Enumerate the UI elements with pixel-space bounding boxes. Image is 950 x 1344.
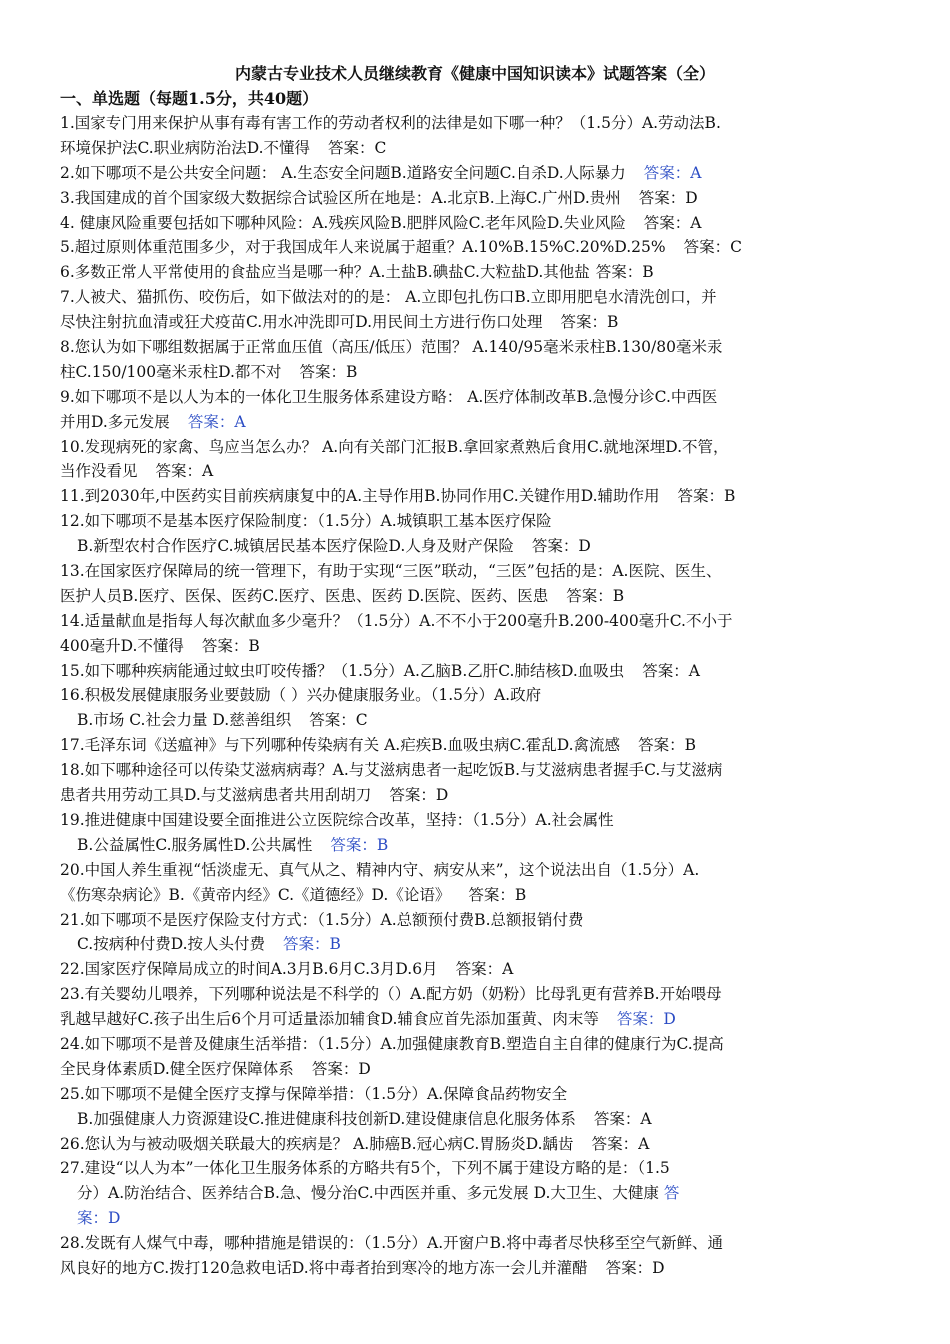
question-line xyxy=(60,932,898,957)
question-line xyxy=(60,659,898,684)
question-line xyxy=(60,708,898,733)
question-text: 6.多数正常人平常使用的食盐应当是哪一种？A.土盐B.碘盐C.大粒盐D.其他盐 xyxy=(60,263,590,282)
question-text: 15.如下哪种疾病能通过蚊虫叮咬传播？（1.5分）A.乙脑B.乙肝C.肺结核D.血吸虫 xyxy=(60,661,625,680)
question-line xyxy=(60,584,898,609)
question-line xyxy=(60,285,898,310)
question-line xyxy=(60,733,898,758)
question-text: 18.如下哪种途径可以传染艾滋病病毒？A.与艾滋病患者一起吃饭B.与艾滋病患者握手C.与艾滋病 xyxy=(60,761,723,780)
question-item xyxy=(60,908,898,958)
answer-label: 答案：D xyxy=(311,1059,371,1078)
section-heading: 一、单选题（每题1.5分，共40题） xyxy=(60,89,319,108)
question-text: 1.国家专门用来保护从事有毒有害工作的劳动者权利的法律是如下哪一种？（1.5分）A.劳动法B. xyxy=(60,114,721,132)
question-text: 当作没看见 xyxy=(60,462,138,481)
answer-label: 答案：A xyxy=(642,661,700,680)
answer-label: 答案：B xyxy=(566,586,625,605)
question-text: 《伤寒杂病论》B.《黄帝内经》C.《道德经》D.《论语》 xyxy=(60,885,451,904)
question-item xyxy=(60,1231,898,1281)
question-text: 24.如下哪项不是普及健康生活举措：（1.5分）A.加强健康教育B.塑造自主自律的健康行为C.提高 xyxy=(60,1034,724,1053)
answer-label: 答案：A xyxy=(155,462,214,481)
question-text: 25.如下哪项不是健全医疗支撑与保障举措：（1.5分）A.保障食品药物安全 xyxy=(60,1084,568,1103)
question-line xyxy=(60,410,898,435)
question-text: 患者共用劳动工具D.与艾滋病患者共用刮胡刀 xyxy=(60,786,372,805)
answer-label: 答案：A xyxy=(187,412,246,431)
question-item xyxy=(60,808,898,858)
question-line xyxy=(60,908,898,933)
question-line xyxy=(60,858,898,883)
question-item xyxy=(60,385,898,435)
question-item xyxy=(60,982,898,1032)
question-line xyxy=(60,1231,898,1256)
answer-label: 答案：D xyxy=(389,786,449,805)
question-line xyxy=(60,982,898,1007)
question-line xyxy=(60,634,898,659)
answer-label: 答案：B xyxy=(677,487,736,506)
answer-label: 答案：D xyxy=(605,1258,665,1277)
question-text: 22.国家医疗保障局成立的时间A.3月B.6月C.3月D.6月 xyxy=(60,960,438,979)
question-text: 7.人被犬、猫抓伤、咬伤后，如下做法对的的是： A.立即包扎伤口B.立即用肥皂水清洗创口，并 xyxy=(60,288,717,307)
question-line xyxy=(60,509,898,534)
question-item xyxy=(60,858,898,908)
question-text: 2.如下哪项不是公共安全问题： A.生态安全问题B.道路安全问题C.自杀D.人际暴力 xyxy=(60,163,626,182)
question-item xyxy=(60,211,898,236)
question-item xyxy=(60,609,898,659)
question-text: 27.建设“以人为本”一体化卫生服务体系的方略共有5个，下列不属于建设方略的是：（1.5 xyxy=(60,1159,670,1178)
question-line xyxy=(60,609,898,634)
question-line xyxy=(60,360,898,385)
question-text: 28.发既有人煤气中毒，哪种措施是错误的：（1.5分）A.开窗户B.将中毒者尽快移至空气新鲜、通 xyxy=(60,1234,723,1253)
question-item xyxy=(60,683,898,733)
question-line xyxy=(60,758,898,783)
question-text: 14.适量献血是指每人每次献血多少毫升？（1.5分）A.不不小于200毫升B.200-400毫升C.不小于 xyxy=(60,611,733,630)
question-line xyxy=(60,1007,898,1032)
question-text: 17.毛泽东词《送瘟神》与下列哪种传染病有关 A.疟疾B.血吸虫病C.霍乱D.禽流感 xyxy=(60,736,621,755)
question-text: 21.如下哪项不是医疗保险支付方式：（1.5分）A.总额预付费B.总额报销付费 xyxy=(60,910,584,929)
question-item xyxy=(60,484,898,509)
question-item xyxy=(60,659,898,684)
question-text: B.市场 C.社会力量 D.慈善组织 xyxy=(77,711,292,730)
question-text: 4. 健康风险重要包括如下哪种风险：A.残疾风险B.肥胖风险C.老年风险D.失业风险 xyxy=(60,213,626,232)
question-item xyxy=(60,1132,898,1157)
question-line xyxy=(60,808,898,833)
question-text: 10.发现病死的家禽、鸟应当怎么办？ A.向有关部门汇报B.拿回家煮熟后食用C.就地深埋D.不管， xyxy=(60,437,729,456)
question-line xyxy=(60,385,898,410)
answer-label: 答案：C xyxy=(328,138,387,157)
question-line xyxy=(60,1082,898,1107)
answer-label: 答案：C xyxy=(309,711,368,730)
question-text: 12.如下哪项不是基本医疗保险制度：（1.5分）A.城镇职工基本医疗保险 xyxy=(60,512,552,531)
question-text: 并用D.多元发展 xyxy=(60,412,170,431)
question-text: 20.中国人养生重视“恬淡虚无、真气从之、精神内守、病安从来”，这个说法出自（1.5分）A. xyxy=(60,860,700,879)
question-line xyxy=(60,211,898,236)
question-line xyxy=(60,161,898,186)
question-text: B.新型农村合作医疗C.城镇居民基本医疗保险D.人身及财产保险 xyxy=(77,537,514,556)
answer-label: 答案：B xyxy=(595,263,654,282)
question-text: 柱C.150/100毫米汞柱D.都不对 xyxy=(60,362,282,381)
question-line xyxy=(60,459,898,484)
question-line xyxy=(60,484,898,509)
question-item xyxy=(60,111,898,161)
answer-label: 答案：D xyxy=(531,537,591,556)
answer-label: 答案：A xyxy=(643,163,702,182)
question-text: 3.我国建成的首个国家级大数据综合试验区所在地是：A.北京B.上海C.广州D.贵州 xyxy=(60,188,621,207)
question-text: 400毫升D.不懂得 xyxy=(60,636,184,655)
document-title: 内蒙古专业技术人员继续教育《健康中国知识读本》试题答案（全） xyxy=(234,64,715,83)
question-text: 26.您认为与被动吸烟关联最大的疾病是？ A.肺癌B.冠心病C.胃肠炎D.龋齿 xyxy=(60,1134,574,1153)
answer-label: 答案：D xyxy=(616,1010,676,1029)
question-item xyxy=(60,1082,898,1132)
answer-label: 答案：A xyxy=(591,1134,650,1153)
question-text: 尽快注射抗血清或狂犬疫苗C.用水冲洗即可D.用民间土方进行伤口处理 xyxy=(60,313,543,332)
answer-label: 答案：B xyxy=(299,362,358,381)
question-line xyxy=(60,783,898,808)
question-item xyxy=(60,235,898,260)
question-line xyxy=(60,1156,898,1181)
answer-label: 答案：A xyxy=(593,1109,652,1128)
answer-label: 答案：A xyxy=(455,960,514,979)
question-line xyxy=(60,186,898,211)
question-item xyxy=(60,733,898,758)
question-item xyxy=(60,335,898,385)
question-line xyxy=(60,1206,898,1231)
question-line xyxy=(60,833,898,858)
answer-label: 答案：B xyxy=(283,935,341,954)
answer-label: 答案：A xyxy=(643,213,702,232)
question-text: 8.您认为如下哪组数据属于正常血压值（高压/低压）范围？ A.140/95毫米汞柱B.130/80毫米汞 xyxy=(60,338,723,357)
question-item xyxy=(60,758,898,808)
question-text: C.按病种付费D.按人头付费 xyxy=(77,935,266,954)
question-item xyxy=(60,186,898,211)
question-list xyxy=(60,111,898,1281)
question-text: 11.到2030年,中医药实目前疾病康复中的A.主导作用B.协同作用C.关键作用D.辅助作用 xyxy=(60,487,660,506)
question-item xyxy=(60,1156,898,1231)
question-line xyxy=(60,957,898,982)
question-line xyxy=(60,1032,898,1057)
question-text: 乳越早越好C.孩子出生后6个月可适量添加辅食D.辅食应首先添加蛋黄、肉末等 xyxy=(60,1010,599,1029)
question-item xyxy=(60,1032,898,1082)
question-line xyxy=(60,1132,898,1157)
question-line xyxy=(60,683,898,708)
question-text: 16.积极发展健康服务业要鼓励（ ）兴办健康服务业。（1.5分）A.政府 xyxy=(60,686,542,705)
question-line xyxy=(60,136,898,161)
question-line xyxy=(60,235,898,260)
question-text: 医护人员B.医疗、医保、医药C.医疗、医患、医药 D.医院、医药、医患 xyxy=(60,586,549,605)
question-line xyxy=(60,260,898,285)
question-line xyxy=(60,559,898,584)
answer-label: 答案：B xyxy=(201,636,260,655)
question-line xyxy=(60,435,898,460)
question-item xyxy=(60,559,898,609)
question-text: 19.推进健康中国建设要全面推进公立医院综合改革，坚持：（1.5分）A.社会属性 xyxy=(60,810,614,829)
question-item xyxy=(60,285,898,335)
answer-label: 答案：B xyxy=(468,885,527,904)
question-item xyxy=(60,435,898,485)
question-item xyxy=(60,260,898,285)
question-text: 23.有关婴幼儿喂养，下列哪种说法是不科学的（）A.配方奶（奶粉）比母乳更有营养B.开始喂母 xyxy=(60,985,722,1004)
question-line xyxy=(60,1107,898,1132)
question-item xyxy=(60,957,898,982)
question-line xyxy=(60,1256,898,1281)
question-item xyxy=(60,161,898,186)
question-line xyxy=(60,111,898,136)
question-line xyxy=(60,534,898,559)
question-text: 9.如下哪项不是以人为本的一体化卫生服务体系建设方略： A.医疗体制改革B.急慢分诊C.中西医 xyxy=(60,387,718,406)
question-item xyxy=(60,509,898,559)
question-text: B.公益属性C.服务属性D.公共属性 xyxy=(77,835,313,854)
answer-label: 答案：B xyxy=(330,835,389,854)
question-text: 5.超过原则体重范围多少，对于我国成年人来说属于超重？A.10%B.15%C.20%D.25% xyxy=(60,238,666,257)
answer-label: 答案：D xyxy=(638,188,698,207)
answer-label: 答案：B xyxy=(638,736,696,755)
question-text: 环境保护法C.职业病防治法D.不懂得 xyxy=(60,138,311,157)
question-text: 全民身体素质D.健全医疗保障体系 xyxy=(60,1059,294,1078)
question-line xyxy=(60,335,898,360)
question-text: B.加强健康人力资源建设C.推进健康科技创新D.建设健康信息化服务体系 xyxy=(77,1109,576,1128)
answer-label: 答案：B xyxy=(560,313,619,332)
question-text: 风良好的地方C.拨打120急救电话D.将中毒者抬到寒冷的地方冻一会儿并灌醋 xyxy=(60,1258,588,1277)
question-line xyxy=(60,1181,898,1206)
question-line xyxy=(60,310,898,335)
question-line xyxy=(60,1057,898,1082)
answer-label: 答案：C xyxy=(683,238,742,257)
question-line xyxy=(60,883,898,908)
question-text: 分）A.防治结合、医养结合B.急、慢分治C.中西医并重、多元发展 D.大卫生、大健康 答 xyxy=(77,1184,680,1203)
question-text: 案：D xyxy=(77,1209,121,1228)
question-text: 13.在国家医疗保障局的统一管理下，有助于实现“三医”联动，“三医”包括的是：A.医院、医生、 xyxy=(60,562,722,581)
